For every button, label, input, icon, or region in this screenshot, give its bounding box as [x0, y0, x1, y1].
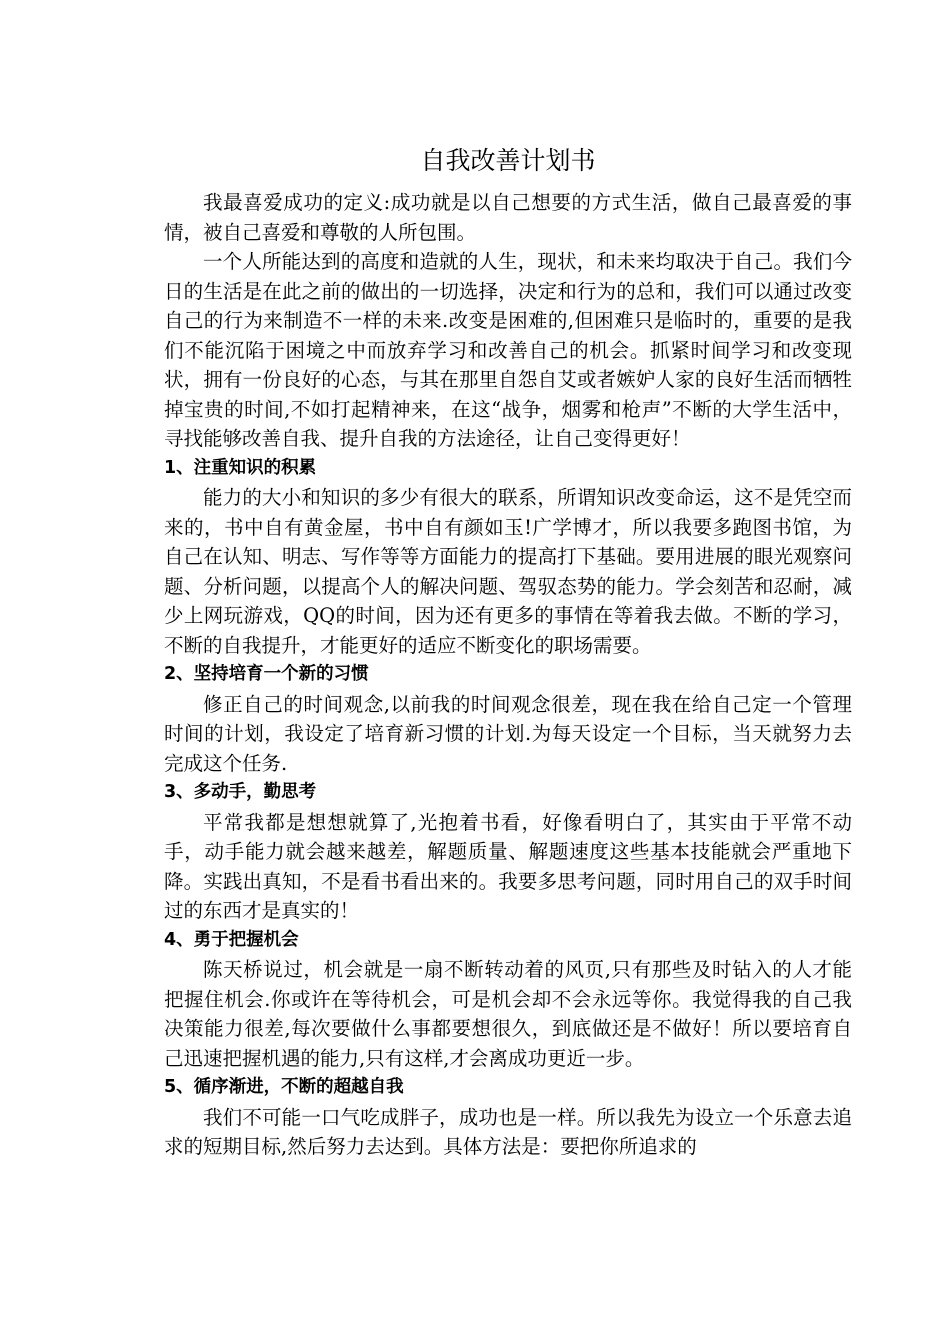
section-heading: 3、多动手，勤思考	[164, 782, 317, 802]
intro-paragraph-2: 一个人所能达到的高度和造就的人生，现状，和未来均取决于自己。我们今日的生活是在此之前的做出的一切选择，决定和行为的总和，我们可以通过改变自己的行为来制造不一样的未来.改变是困难的,但困难只是临时的，重要的是我们不能沉陷于困境之中而放弃学习和改善自己的机会。抓紧时间学习和改变现状，拥有一份良好的心态，与其在那里自怨自艾或者嫉妒人家的良好生活而牺牲掉宝贵的时间,不如打起精神来，在这“战争，烟雾和枪声”不断的大学生活中，寻找能够改善自我、提升自我的方法途径，让自己变得更好！	[164, 250, 852, 450]
section-2	[164, 660, 852, 778]
intro-paragraph-1: 我最喜爱成功的定义:成功就是以自己想要的方式生活，做自己最喜爱的事情，被自己喜爱和尊敬的人所包围。	[164, 191, 852, 244]
section-heading: 4、勇于把握机会	[164, 929, 299, 950]
section-body: 我们不可能一口气吃成胖子，成功也是一样。所以我先为设立一个乐意去追求的短期目标,然后努力去达到。具体方法是：要把你所追求的	[164, 1105, 852, 1158]
section-3	[164, 778, 852, 926]
section-5	[164, 1073, 852, 1162]
section-heading: 5、循序渐进，不断的超越自我	[164, 1077, 404, 1097]
section-body: 能力的大小和知识的多少有很大的联系，所谓知识改变命运，这不是凭空而来的，书中自有黄金屋，书中自有颜如玉!广学博才，所以我要多跑图书馆，为自己在认知、明志、写作等等方面能力的提高打下基础。要用进展的眼光观察问题、分析问题，以提高个人的解决问题、驾驭态势的能力。学会刻苦和忍耐，减少上网玩游戏，QQ的时间，因为还有更多的事情在等着我去做。不断的学习，不断的自我提升，才能更好的适应不断变化的职场需要。	[164, 486, 852, 657]
document-title: 自我改善计划书	[420, 146, 596, 175]
section-body: 平常我都是想想就算了,光抱着书看，好像看明白了，其实由于平常不动手，动手能力就会越来越差，解题质量、解题速度这些基本技能就会严重地下降。实践出真知，不是看书看出来的。我要多思考问题，同时用自己的双手时间过的东西才是真实的！	[164, 810, 852, 922]
section-body: 陈天桥说过，机会就是一扇不断转动着的风页,只有那些及时钻入的人才能把握住机会.你或许在等待机会，可是机会却不会永远等你。我觉得我的自己我决策能力很差,每次要做什么事都要想很久，到底做还是不做好！所以要培育自己迅速把握机遇的能力,只有这样,才会离成功更近一步。	[164, 958, 852, 1070]
section-body: 修正自己的时间观念,以前我的时间观念很差，现在我在给自己定一个管理时间的计划，我设定了培育新习惯的计划.为每天设定一个目标，当天就努力去完成这个任务.	[164, 692, 852, 775]
section-1	[164, 454, 852, 661]
section-4	[164, 926, 852, 1074]
document-page	[164, 138, 852, 1162]
section-heading: 1、注重知识的积累	[164, 457, 317, 478]
section-heading: 2、坚持培育一个新的习惯	[164, 664, 369, 684]
